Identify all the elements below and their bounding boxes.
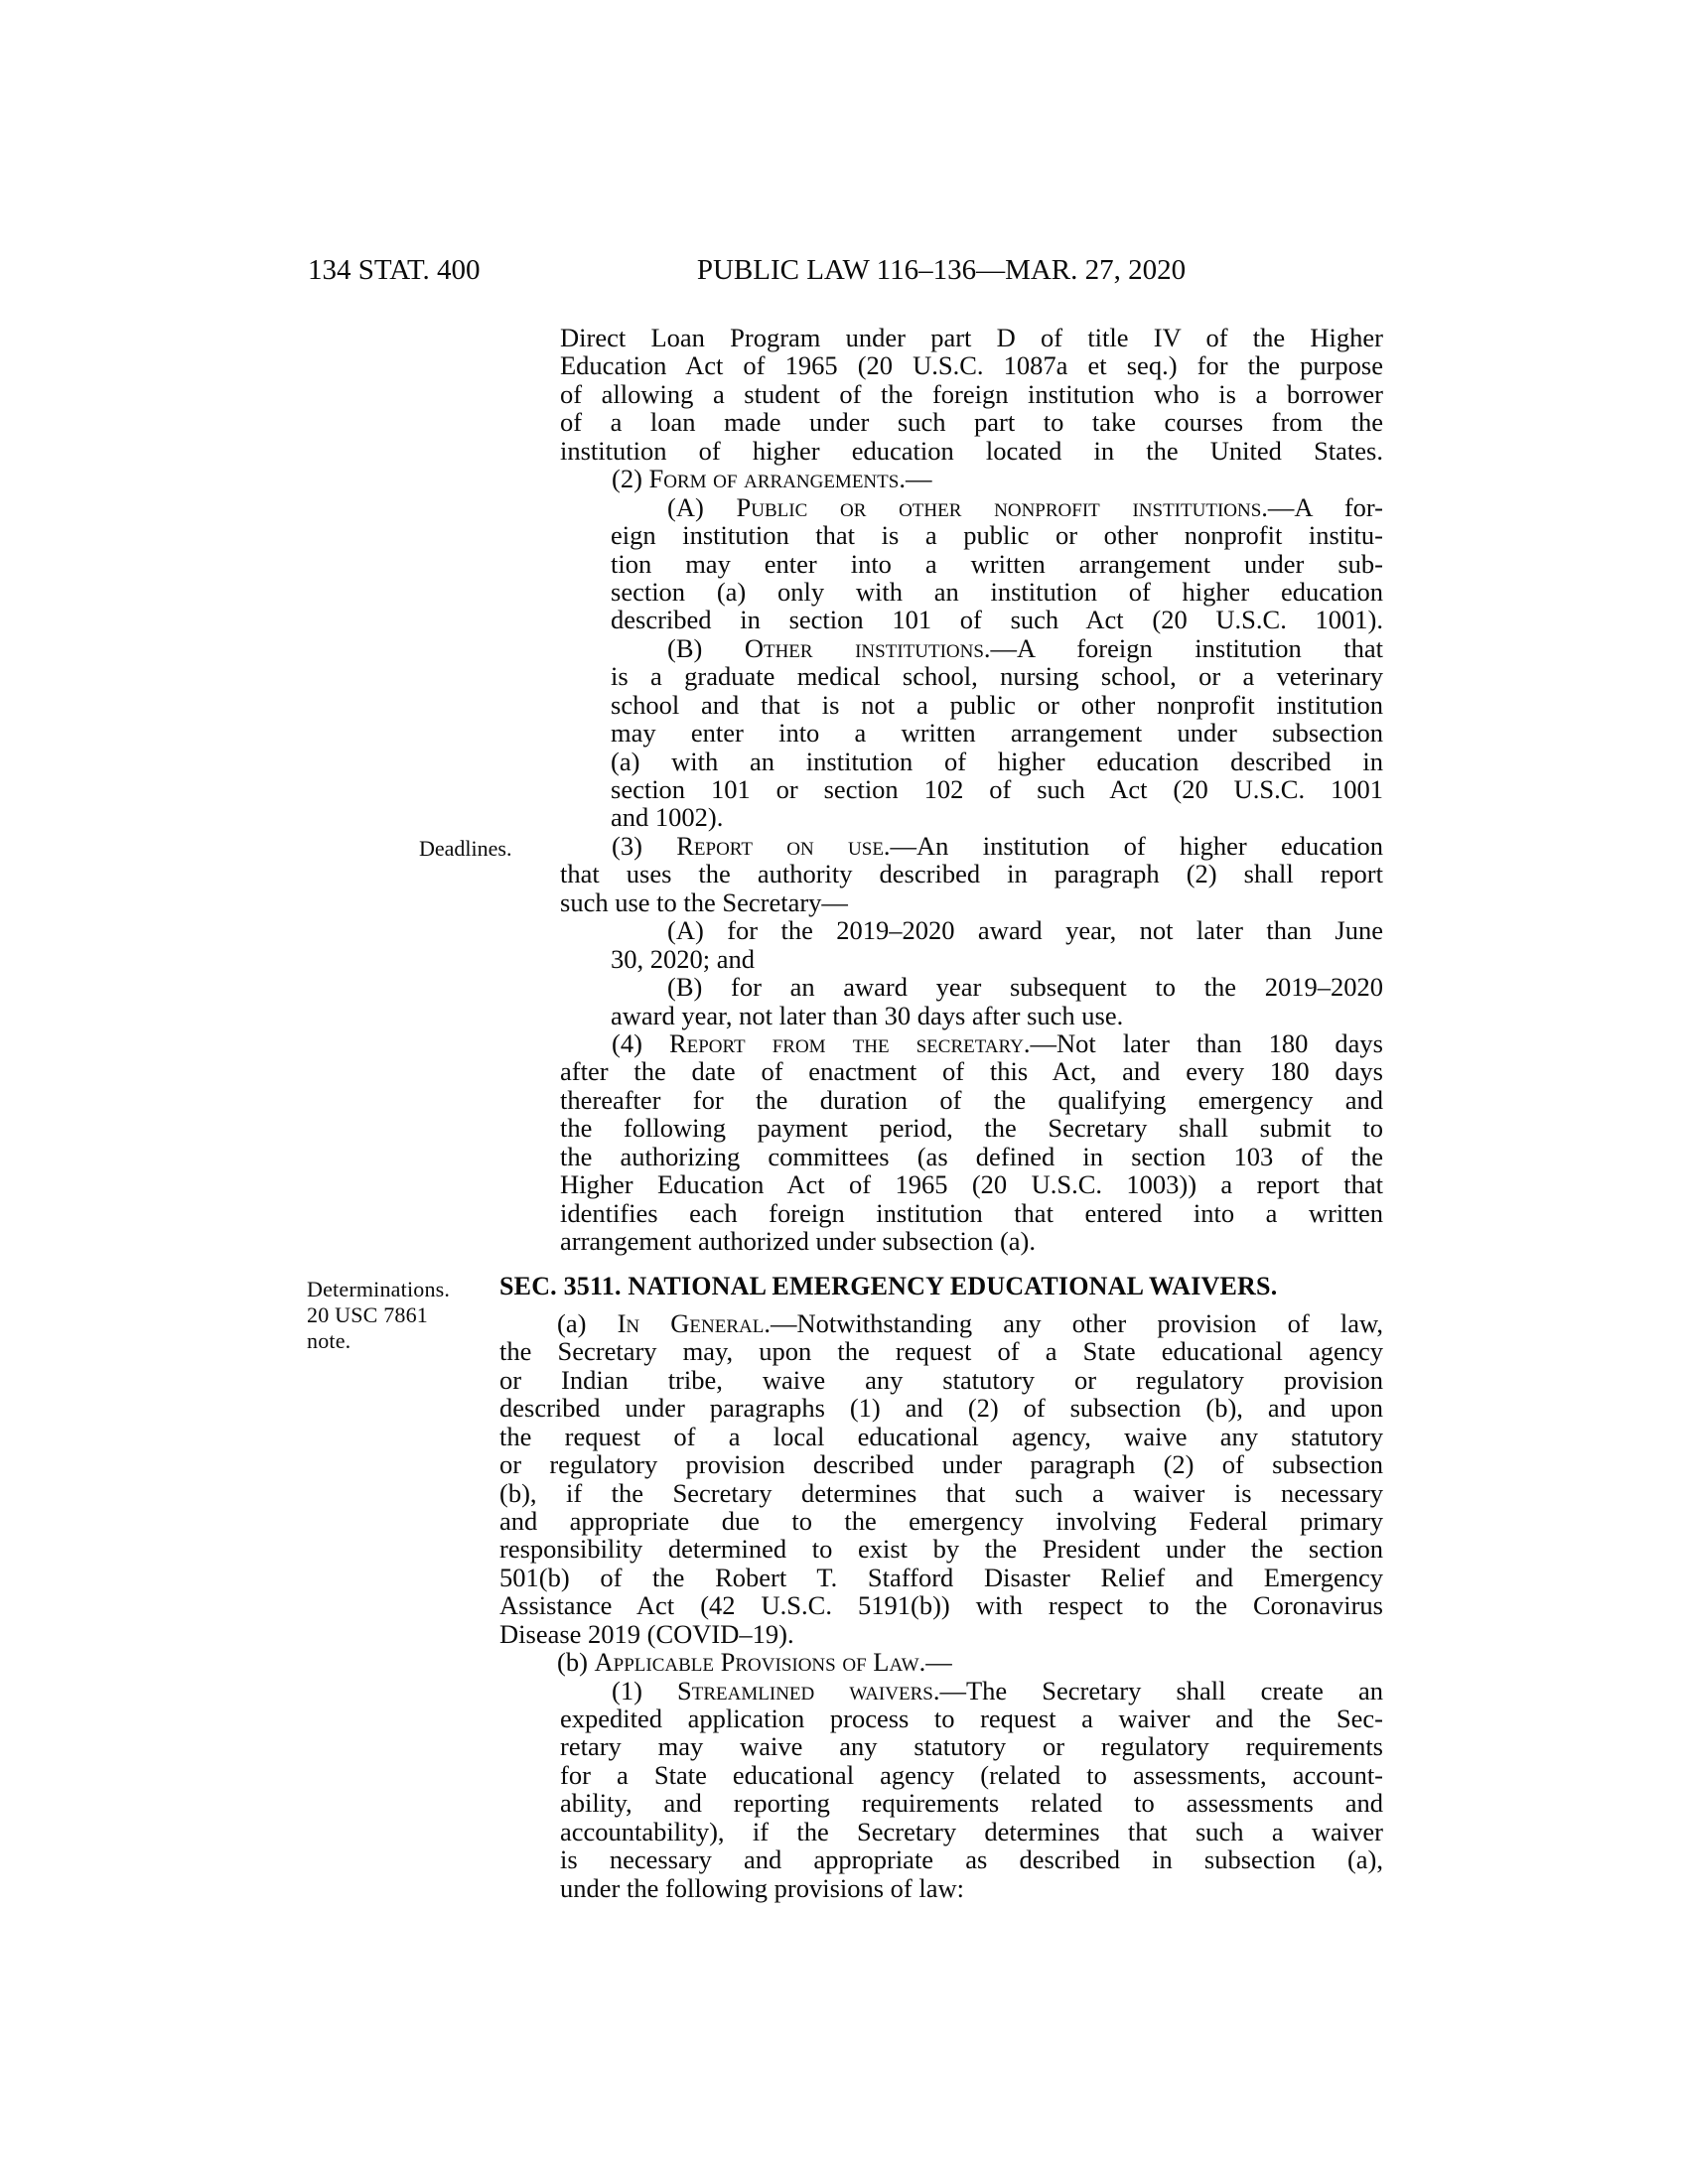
- small-caps-text: Applicable Provisions of Law.: [594, 1647, 926, 1678]
- text-line: [560, 1143, 1383, 1170]
- text-segment: the Secretary may, upon the request of a State educational agency: [499, 1336, 1383, 1367]
- text-line: [612, 465, 1383, 492]
- text-segment: accountability), if the Secretary determines that such a waiver: [560, 1816, 1383, 1846]
- text-segment: —Not later than 180 days: [1030, 1027, 1383, 1058]
- text-segment: (a) with an institution of higher education described in: [611, 746, 1383, 776]
- text-line: [611, 748, 1383, 775]
- text-segment: and appropriate due to the emergency involving Federal primary: [499, 1505, 1383, 1536]
- text-line: [499, 1591, 1383, 1619]
- margin-note-line: 20 USC 7861: [307, 1302, 428, 1328]
- text-segment: identifies each foreign institution that entered into a written: [560, 1197, 1383, 1228]
- body-column: [307, 323, 1384, 1903]
- text-line: [499, 1507, 1383, 1535]
- text-line: [560, 380, 1383, 408]
- text-segment: described in section 101 of such Act (20 U.S.C. 1001).: [611, 605, 1383, 635]
- text-line: [560, 1845, 1383, 1873]
- text-segment: (1): [612, 1675, 678, 1706]
- text-line: [560, 1114, 1383, 1142]
- text-segment: is necessary and appropriate as described in subsection (a),: [560, 1844, 1383, 1875]
- text-line: [667, 916, 1383, 944]
- text-segment: the following payment period, the Secretary shall submit to: [560, 1113, 1383, 1144]
- text-line: [560, 1789, 1383, 1817]
- text-line: [560, 1732, 1383, 1760]
- text-segment: of allowing a student of the foreign institution who is a borrower: [560, 378, 1383, 409]
- text-segment: —: [905, 464, 932, 494]
- text-segment: Disease 2019 (COVID–19).: [499, 1618, 794, 1649]
- text-segment: Higher Education Act of 1965 (20 U.S.C. 1003)) a report that: [560, 1169, 1383, 1200]
- text-segment: may enter into a written arrangement under subsection: [611, 718, 1383, 749]
- text-segment: or Indian tribe, waive any statutory or regulatory provision: [499, 1364, 1383, 1395]
- text-line: [499, 1450, 1383, 1478]
- text-line: [499, 1394, 1383, 1422]
- margin-note: [307, 1277, 493, 1354]
- text-line: [560, 1705, 1383, 1732]
- text-line: [560, 888, 1383, 916]
- small-caps-text: Report from the secretary.: [668, 1027, 1031, 1058]
- text-line: [611, 1002, 1383, 1029]
- margin-note: [419, 836, 606, 862]
- text-segment: award year, not later than 30 days after such use.: [611, 1000, 1124, 1030]
- small-caps-text: Public or other nonprofit institutions.: [736, 491, 1268, 522]
- text-segment: arrangement authorized under subsection (a).: [560, 1226, 1037, 1256]
- text-line: [499, 1423, 1383, 1450]
- text-segment: section 101 or section 102 of such Act (20 U.S.C. 1001: [611, 774, 1383, 804]
- text-segment: 30, 2020; and: [611, 943, 755, 974]
- bold-text: SEC. 3511. NATIONAL EMERGENCY EDUCATIONAL WAIVERS.: [499, 1272, 1278, 1301]
- text-segment: 501(b) of the Robert T. Stafford Disaster Relief and Emergency: [499, 1562, 1383, 1592]
- text-segment: Education Act of 1965 (20 U.S.C. 1087a et seq.) for the purpose: [560, 350, 1383, 381]
- text-line: [611, 521, 1383, 549]
- law-title-header: PUBLIC LAW 116–136—MAR. 27, 2020: [696, 254, 1187, 286]
- text-segment: (B) for an award year subsequent to the 2019–2020: [667, 972, 1383, 1003]
- text-segment: after the date of enactment of this Act, and every 180 days: [560, 1056, 1383, 1087]
- text-line: [560, 1874, 1383, 1902]
- text-segment: Assistance Act (42 U.S.C. 5191(b)) with respect to the Coronavirus: [499, 1590, 1383, 1621]
- text-segment: such use to the Secretary—: [560, 887, 848, 917]
- text-segment: ability, and reporting requirements related to assessments and: [560, 1788, 1383, 1819]
- small-caps-text: Report on use.: [676, 830, 891, 861]
- text-segment: —: [925, 1647, 952, 1678]
- text-line: [611, 803, 1383, 831]
- text-line: [611, 945, 1383, 973]
- text-segment: the authorizing committees (as defined in section 103 of the: [560, 1141, 1383, 1171]
- text-segment: for a State educational agency (related to assessments, account-: [560, 1759, 1383, 1790]
- text-line: [612, 1029, 1383, 1057]
- small-caps-text: Other institutions.: [744, 632, 991, 663]
- text-line: [499, 1535, 1383, 1563]
- text-line: [499, 1366, 1383, 1394]
- text-line: [499, 1479, 1383, 1507]
- text-segment: eign institution that is a public or other nonprofit institu-: [611, 520, 1383, 551]
- text-line: [667, 634, 1383, 662]
- text-segment: institution of higher education located in the United States.: [560, 435, 1383, 466]
- text-segment: section (a) only with an institution of higher education: [611, 576, 1383, 607]
- text-line: [499, 1620, 1383, 1648]
- text-segment: (a): [557, 1307, 618, 1338]
- text-segment: expedited application process to request a waiver and the Sec-: [560, 1704, 1383, 1733]
- text-line: [499, 1337, 1383, 1365]
- text-line: [611, 578, 1383, 606]
- text-segment: and 1002).: [611, 802, 724, 833]
- text-line: [611, 662, 1383, 690]
- text-segment: —A foreign institution that: [990, 632, 1383, 663]
- text-line: [560, 324, 1383, 351]
- text-segment: —Notwithstanding any other provision of law,: [770, 1307, 1383, 1338]
- text-segment: of a loan made under such part to take courses from the: [560, 407, 1383, 438]
- small-caps-text: In General.: [617, 1307, 771, 1338]
- text-segment: tion may enter into a written arrangement under sub-: [611, 548, 1383, 579]
- text-line: [611, 550, 1383, 578]
- text-segment: —A for-: [1267, 491, 1384, 522]
- text-line: [499, 1564, 1383, 1591]
- text-segment: described under paragraphs (1) and (2) of subsection (b), and upon: [499, 1393, 1383, 1424]
- text-line: [560, 1170, 1383, 1198]
- text-segment: (b), if the Secretary determines that such a waiver is necessary: [499, 1477, 1383, 1508]
- text-line: [560, 408, 1383, 436]
- text-segment: (2): [612, 464, 649, 494]
- text-line: [419, 830, 1383, 861]
- text-line: [611, 606, 1383, 633]
- text-segment: school and that is not a public or other nonprofit institution: [611, 689, 1383, 720]
- stat-page-number: 134 STAT. 400: [308, 254, 481, 286]
- text-line: [560, 1199, 1383, 1227]
- text-line: [560, 437, 1383, 465]
- text-line: [560, 860, 1383, 887]
- text-line: [611, 775, 1383, 803]
- text-segment: under the following provisions of law:: [560, 1872, 965, 1903]
- text-segment: is a graduate medical school, nursing school, or a veterinary: [611, 661, 1383, 692]
- text-line: [560, 1086, 1383, 1114]
- text-segment: (3): [612, 830, 677, 861]
- text-line: [611, 719, 1383, 747]
- text-segment: (A): [667, 491, 737, 522]
- text-segment: thereafter for the duration of the qualifying emergency and: [560, 1084, 1383, 1115]
- text-segment: (B): [667, 632, 745, 663]
- text-segment: —An institution of higher education: [890, 830, 1383, 861]
- text-segment: or regulatory provision described under paragraph (2) of subsection: [499, 1449, 1383, 1480]
- small-caps-text: Streamlined waivers.: [677, 1675, 940, 1706]
- text-segment: (4): [612, 1027, 669, 1058]
- text-segment: retary may waive any statutory or regulatory requirements: [560, 1731, 1383, 1762]
- text-line: [667, 973, 1383, 1001]
- text-segment: the request of a local educational agency, waive any statutory: [499, 1421, 1383, 1451]
- text-line: [557, 1648, 1383, 1676]
- small-caps-text: Form of arrangements.: [648, 464, 906, 494]
- text-segment: —The Secretary shall create an: [939, 1675, 1383, 1706]
- text-segment: that uses the authority described in paragraph (2) shall report: [560, 859, 1383, 889]
- text-line: [667, 493, 1383, 521]
- text-segment: (A) for the 2019–2020 award year, not later than June: [667, 915, 1383, 946]
- text-line: [560, 351, 1383, 379]
- text-line: [560, 1818, 1383, 1845]
- text-line: [560, 1057, 1383, 1085]
- margin-note-line: Determinations.: [307, 1277, 451, 1302]
- text-segment: (b): [557, 1647, 595, 1678]
- text-line: [560, 1227, 1383, 1255]
- text-line: [612, 1677, 1383, 1705]
- text-segment: responsibility determined to exist by the President under the section: [499, 1534, 1383, 1565]
- text-line: [560, 1761, 1383, 1789]
- margin-note-line: Deadlines.: [419, 835, 512, 861]
- text-segment: Direct Loan Program under part D of title IV of the Higher: [560, 323, 1383, 352]
- text-line: [611, 691, 1383, 719]
- text-line: [557, 1309, 1383, 1337]
- margin-note-line: note.: [307, 1328, 352, 1354]
